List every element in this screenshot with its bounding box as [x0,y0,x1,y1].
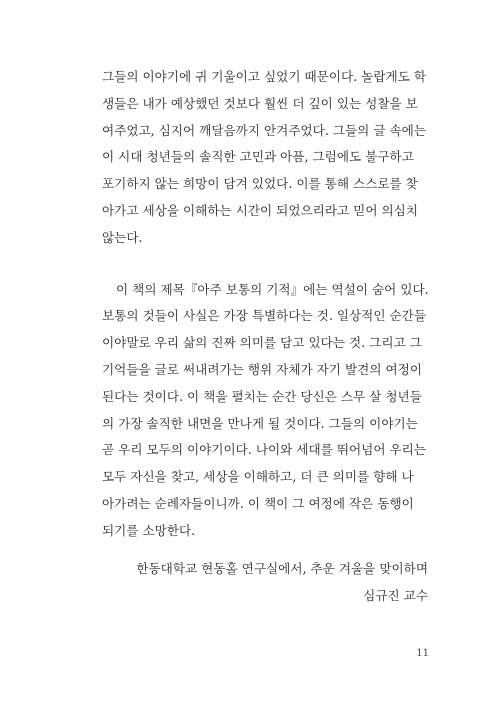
text-line: 된다는 것이다. 이 책을 펼치는 순간 당신은 스무 살 청년들 [102,388,422,404]
paragraph-gap [102,252,430,277]
body-text [102,64,430,545]
signoff [102,555,428,609]
signoff-place: 한동대학교 현동홀 연구실에서, 추운 겨울을 맞이하며 [136,561,428,576]
text-line: 되기를 소망한다. [102,522,196,538]
page-number: 11 [416,648,429,659]
text-line: 그들의 이야기에 귀 기울이고 싶었기 때문이다. 놀랍게도 학 [102,69,426,84]
paragraph-1 [102,64,430,252]
text-line: 곧 우리 모두의 이야기이다. 나이와 세대를 뛰어넘어 우리는 [102,442,426,458]
text-line: 생들은 내가 예상했던 것보다 훨씬 더 깊이 있는 성찰을 보 [102,95,418,111]
text-line: 모두 자신을 찾고, 세상을 이해하고, 더 큰 의미를 향해 나 [102,469,414,485]
text-line: 여주었고, 심지어 깨달음까지 안겨주었다. 그들의 글 속에는 [102,122,426,138]
text-line: 기억들을 글로 써내려가는 행위 자체가 자기 발견의 여정이 [102,361,422,377]
text-line: 않는다. [102,229,143,245]
signoff-author: 심규진 교수 [363,588,428,603]
text-line: 포기하지 않는 희망이 담겨 있었다. 이를 통해 스스로를 찾 [102,176,418,192]
text-line: 이야말로 우리 삶의 진짜 의미를 담고 있다는 것. 그리고 그 [102,335,422,351]
text-line: 아가려는 순례자들이니까. 이 책이 그 여정에 작은 동행이 [102,495,414,511]
text-line: 이 책의 제목『아주 보통의 기적』에는 역설이 숨어 있다. [116,281,429,297]
text-line: 아가고 세상을 이해하는 시간이 되었으리라고 믿어 의심치 [102,202,418,218]
text-line: 의 가장 솔직한 내면을 만나게 될 것이다. 그들의 이야기는 [102,415,418,431]
text-line: 이 시대 청년들의 솔직한 고민과 아픔, 그럼에도 불구하고 [102,149,414,165]
paragraph-2 [102,277,430,545]
text-line: 보통의 것들이 사실은 가장 특별하다는 것. 일상적인 순간들 [102,308,426,324]
